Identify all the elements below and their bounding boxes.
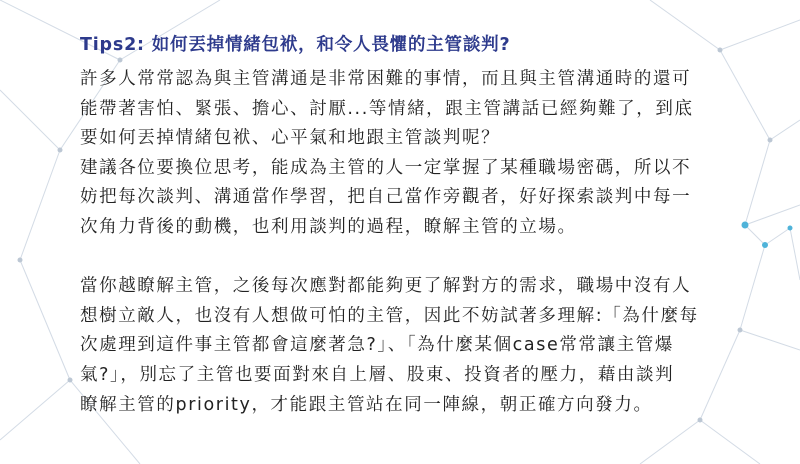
text-line: 能帶著害怕、緊張、擔心、討厭...等情緒，跟主管講話已經夠難了，到底: [80, 98, 694, 119]
text-line: 瞭解主管的priority，才能跟主管站在同一陣線，朝正確方向發力。: [80, 394, 653, 415]
paragraph-conclusion: [80, 272, 730, 420]
paragraph-gap: [80, 243, 730, 273]
text-line: 建議各位要換位思考，能成為主管的人一定掌握了某種職場密碼，所以不: [80, 157, 692, 178]
text-line: 許多人常常認為與主管溝通是非常困難的事情，而且與主管溝通時的還可: [80, 69, 692, 89]
text-line: 要如何丟掉情緒包袱、心平氣和地跟主管談判呢？: [80, 128, 501, 149]
text-line: 次處理到這件事主管都會這麼著急?」、「為什麼某個case常常讓主管爆: [80, 335, 674, 356]
text-line: 氣?」，別忘了主管也要面對來自上層、股東、投資者的壓力，藉由談判: [80, 364, 675, 385]
article-title: Tips2: 如何丟掉情緒包袱，和令人畏懼的主管談判?: [80, 35, 511, 55]
text-line: 妨把每次談判、溝通當作學習，把自己當作旁觀者，好好探索談判中每一: [80, 187, 692, 208]
paragraph-intro: [80, 65, 730, 154]
paragraph-advice: [80, 154, 730, 243]
article-content: [80, 34, 730, 420]
text-line: 想樹立敵人，也沒有人想做可怕的主管，因此不妨試著多理解:「為什麼每: [80, 305, 699, 326]
text-line: 當你越瞭解主管，之後每次應對都能夠更了解對方的需求，職場中沒有人: [80, 276, 692, 297]
text-line: 次角力背後的動機，也利用談判的過程，瞭解主管的立場。: [80, 216, 577, 237]
